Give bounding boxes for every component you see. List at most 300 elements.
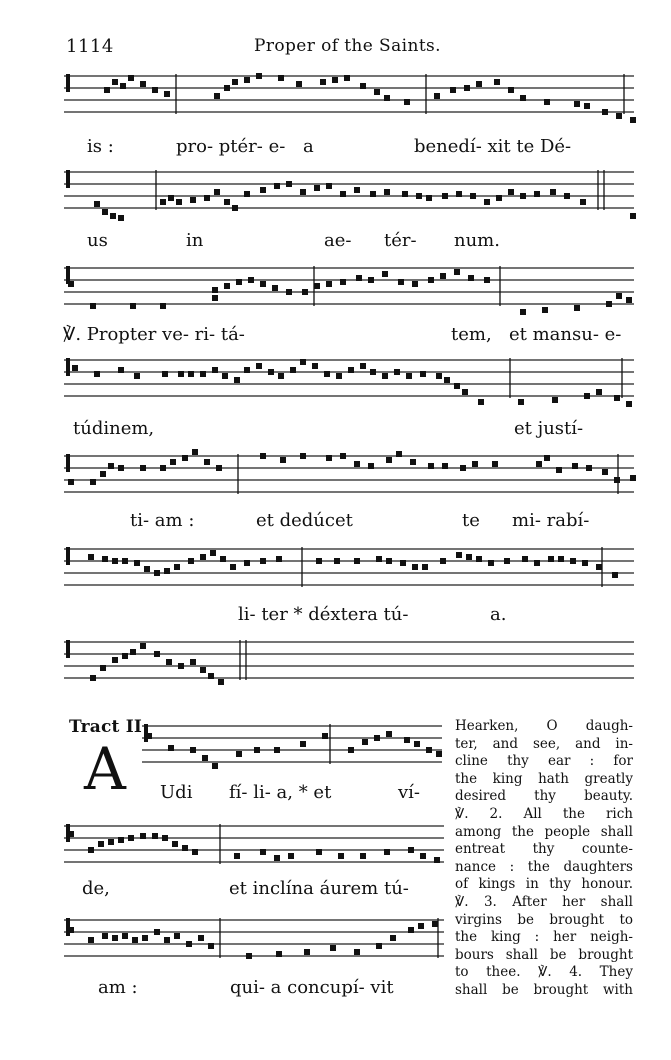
neume-note bbox=[616, 113, 622, 119]
neume-note bbox=[390, 935, 396, 941]
neume-note bbox=[612, 572, 618, 578]
neume-note bbox=[584, 103, 590, 109]
lyric-syllable: te bbox=[462, 510, 480, 531]
neume-note bbox=[614, 395, 620, 401]
neume-note bbox=[188, 371, 194, 377]
neume-note bbox=[212, 295, 218, 301]
lyric-syllable: ℣. Propter ve- ri- tá- bbox=[63, 324, 245, 345]
translation-line: of kings in thy honour. bbox=[455, 876, 633, 893]
neume-note bbox=[316, 849, 322, 855]
neume-note bbox=[234, 853, 240, 859]
lyric-syllable: fí- li- a, * et bbox=[229, 782, 332, 803]
neume-note bbox=[160, 465, 166, 471]
chant-staff-3 bbox=[64, 264, 634, 324]
neume-note bbox=[100, 665, 106, 671]
neume-note bbox=[340, 453, 346, 459]
neume-note bbox=[398, 279, 404, 285]
neume-note bbox=[520, 95, 526, 101]
neume-note bbox=[584, 393, 590, 399]
neume-note bbox=[426, 195, 432, 201]
lyric-line-4 bbox=[0, 418, 671, 444]
neume-note bbox=[140, 465, 146, 471]
translation-line: nance : the daughters bbox=[455, 858, 633, 875]
neume-note bbox=[394, 369, 400, 375]
neume-note bbox=[420, 853, 426, 859]
neume-note bbox=[302, 289, 308, 295]
neume-note bbox=[260, 453, 266, 459]
neume-note bbox=[414, 741, 420, 747]
neume-note bbox=[98, 841, 104, 847]
neume-note bbox=[360, 83, 366, 89]
lyric-syllable: túdinem, bbox=[73, 418, 155, 439]
neume-note bbox=[186, 941, 192, 947]
neume-note bbox=[356, 275, 362, 281]
neume-note bbox=[140, 81, 146, 87]
neume-note bbox=[626, 401, 632, 407]
neume-note bbox=[132, 937, 138, 943]
neume-note bbox=[370, 191, 376, 197]
neume-note bbox=[280, 457, 286, 463]
lyric-syllable: ae- bbox=[324, 230, 352, 251]
lyric-line-3 bbox=[0, 324, 671, 350]
neume-note bbox=[494, 79, 500, 85]
chant-staff-8 bbox=[142, 722, 442, 782]
chant-staff-6 bbox=[64, 545, 634, 605]
neume-note bbox=[100, 471, 106, 477]
neume-note bbox=[616, 293, 622, 299]
chant-staff-2 bbox=[64, 168, 634, 228]
neume-note bbox=[504, 558, 510, 564]
lyric-syllable: et justí- bbox=[514, 418, 584, 439]
neume-note bbox=[484, 199, 490, 205]
lyric-syllable: is : bbox=[87, 136, 114, 157]
neume-note bbox=[246, 953, 252, 959]
neume-note bbox=[160, 303, 166, 309]
neume-note bbox=[614, 477, 620, 483]
neume-note bbox=[360, 853, 366, 859]
neume-note bbox=[188, 558, 194, 564]
neume-note bbox=[420, 371, 426, 377]
translation-line: the king hath greatly bbox=[455, 770, 633, 787]
neume-note bbox=[244, 560, 250, 566]
neume-note bbox=[440, 273, 446, 279]
neume-note bbox=[304, 949, 310, 955]
neume-note bbox=[334, 558, 340, 564]
neume-note bbox=[260, 187, 266, 193]
neume-note bbox=[244, 367, 250, 373]
clef-mark bbox=[66, 358, 70, 376]
neume-note bbox=[152, 833, 158, 839]
chant-staff-10 bbox=[64, 916, 444, 976]
lyric-syllable: us bbox=[87, 230, 108, 251]
neume-note bbox=[112, 558, 118, 564]
neume-note bbox=[444, 377, 450, 383]
neume-note bbox=[570, 558, 576, 564]
neume-note bbox=[274, 747, 280, 753]
neume-note bbox=[94, 371, 100, 377]
neume-note bbox=[256, 363, 262, 369]
neume-note bbox=[408, 847, 414, 853]
lyric-line-8 bbox=[0, 878, 440, 904]
neume-note bbox=[442, 463, 448, 469]
neume-note bbox=[166, 659, 172, 665]
neume-note bbox=[112, 79, 118, 85]
neume-note bbox=[522, 556, 528, 562]
lyric-line-2 bbox=[0, 230, 671, 256]
neume-note bbox=[168, 195, 174, 201]
neume-note bbox=[214, 93, 220, 99]
neume-note bbox=[436, 373, 442, 379]
neume-note bbox=[90, 303, 96, 309]
neume-note bbox=[112, 657, 118, 663]
clef-mark bbox=[66, 74, 70, 92]
neume-note bbox=[368, 463, 374, 469]
neume-note bbox=[320, 79, 326, 85]
lyric-syllable: et mansu- e- bbox=[509, 324, 622, 345]
neume-note bbox=[300, 359, 306, 365]
neume-note bbox=[596, 564, 602, 570]
neume-note bbox=[314, 185, 320, 191]
neume-note bbox=[432, 921, 438, 927]
neume-note bbox=[200, 667, 206, 673]
neume-note bbox=[278, 373, 284, 379]
neume-note bbox=[580, 199, 586, 205]
neume-note bbox=[460, 465, 466, 471]
neume-note bbox=[118, 837, 124, 843]
tract-label: Tract II bbox=[69, 717, 143, 737]
neume-note bbox=[630, 213, 636, 219]
neume-note bbox=[104, 87, 110, 93]
lyric-syllable: ví- bbox=[398, 782, 421, 803]
lyric-syllable: mi- rabí- bbox=[512, 510, 590, 531]
neume-note bbox=[544, 455, 550, 461]
neume-note bbox=[276, 951, 282, 957]
neume-note bbox=[290, 367, 296, 373]
neume-note bbox=[118, 367, 124, 373]
neume-note bbox=[192, 449, 198, 455]
neume-note bbox=[260, 558, 266, 564]
neume-note bbox=[68, 927, 74, 933]
neume-note bbox=[90, 675, 96, 681]
neume-note bbox=[456, 552, 462, 558]
translation-line: ℣. 2. All the rich bbox=[455, 805, 633, 822]
neume-note bbox=[174, 564, 180, 570]
neume-note bbox=[220, 556, 226, 562]
lyric-syllable: Udi bbox=[160, 782, 193, 803]
neume-note bbox=[72, 365, 78, 371]
english-translation bbox=[455, 718, 633, 1000]
neume-note bbox=[234, 377, 240, 383]
neume-note bbox=[118, 215, 124, 221]
page-header bbox=[0, 36, 671, 60]
translation-line: bours shall be brought bbox=[455, 946, 633, 963]
lyric-line-6 bbox=[0, 604, 671, 630]
neume-note bbox=[154, 570, 160, 576]
neume-note bbox=[236, 279, 242, 285]
neume-note bbox=[182, 455, 188, 461]
neume-note bbox=[412, 564, 418, 570]
neume-note bbox=[230, 564, 236, 570]
neume-note bbox=[268, 369, 274, 375]
neume-note bbox=[68, 281, 74, 287]
neume-note bbox=[496, 195, 502, 201]
neume-note bbox=[300, 189, 306, 195]
neume-note bbox=[454, 383, 460, 389]
translation-line: among the people shall bbox=[455, 823, 633, 840]
neume-note bbox=[630, 117, 636, 123]
neume-note bbox=[260, 849, 266, 855]
neume-note bbox=[376, 943, 382, 949]
neume-note bbox=[210, 550, 216, 556]
neume-note bbox=[468, 275, 474, 281]
neume-note bbox=[370, 369, 376, 375]
neume-note bbox=[236, 751, 242, 757]
neume-note bbox=[606, 301, 612, 307]
neume-note bbox=[408, 927, 414, 933]
neume-note bbox=[456, 191, 462, 197]
lyric-syllable: et dedúcet bbox=[256, 510, 353, 531]
neume-note bbox=[396, 451, 402, 457]
neume-note bbox=[218, 679, 224, 685]
lyric-syllable: num. bbox=[454, 230, 500, 251]
lyric-syllable: tér- bbox=[384, 230, 417, 251]
neume-note bbox=[140, 833, 146, 839]
neume-note bbox=[134, 373, 140, 379]
lyric-syllable: et inclína áurem tú- bbox=[229, 878, 409, 899]
neume-note bbox=[348, 747, 354, 753]
neume-note bbox=[94, 201, 100, 207]
neume-note bbox=[162, 371, 168, 377]
neume-note bbox=[90, 479, 96, 485]
neume-note bbox=[582, 560, 588, 566]
neume-note bbox=[256, 73, 262, 79]
neume-note bbox=[232, 205, 238, 211]
neume-note bbox=[466, 554, 472, 560]
neume-note bbox=[402, 191, 408, 197]
lyric-line-7 bbox=[0, 782, 440, 808]
neume-note bbox=[192, 849, 198, 855]
neume-note bbox=[406, 373, 412, 379]
neume-note bbox=[68, 831, 74, 837]
neume-note bbox=[108, 839, 114, 845]
neume-note bbox=[154, 651, 160, 657]
neume-note bbox=[316, 558, 322, 564]
neume-note bbox=[190, 659, 196, 665]
neume-note bbox=[552, 397, 558, 403]
neume-note bbox=[224, 85, 230, 91]
neume-note bbox=[326, 183, 332, 189]
neume-note bbox=[102, 556, 108, 562]
neume-note bbox=[122, 653, 128, 659]
neume-note bbox=[338, 853, 344, 859]
neume-note bbox=[386, 558, 392, 564]
neume-note bbox=[470, 193, 476, 199]
lyric-syllable: qui- a concupí- vit bbox=[230, 977, 394, 998]
translation-line: ter, and see, and in- bbox=[455, 735, 633, 752]
translation-line: virgins be brought to bbox=[455, 911, 633, 928]
neume-note bbox=[450, 87, 456, 93]
neume-note bbox=[88, 937, 94, 943]
neume-note bbox=[374, 89, 380, 95]
neume-note bbox=[542, 307, 548, 313]
lyric-syllable: am : bbox=[98, 977, 138, 998]
neume-note bbox=[182, 845, 188, 851]
neume-note bbox=[224, 199, 230, 205]
neume-note bbox=[312, 363, 318, 369]
neume-note bbox=[102, 933, 108, 939]
chant-staff-4 bbox=[64, 356, 634, 416]
translation-line: shall be brought with bbox=[455, 981, 633, 998]
neume-note bbox=[354, 187, 360, 193]
neume-note bbox=[556, 467, 562, 473]
neume-note bbox=[162, 835, 168, 841]
neume-note bbox=[286, 181, 292, 187]
neume-note bbox=[164, 91, 170, 97]
neume-note bbox=[382, 271, 388, 277]
neume-note bbox=[508, 189, 514, 195]
neume-note bbox=[232, 79, 238, 85]
lyric-syllable: li- ter * déxtera tú- bbox=[238, 604, 409, 625]
lyric-line-1 bbox=[0, 136, 671, 162]
neume-note bbox=[386, 457, 392, 463]
neume-note bbox=[130, 303, 136, 309]
neume-note bbox=[326, 281, 332, 287]
translation-line: desired thy beauty. bbox=[455, 788, 633, 805]
neume-note bbox=[410, 459, 416, 465]
neume-note bbox=[204, 195, 210, 201]
neume-note bbox=[174, 933, 180, 939]
neume-note bbox=[176, 199, 182, 205]
neume-note bbox=[326, 455, 332, 461]
neume-note bbox=[544, 99, 550, 105]
neume-note bbox=[476, 556, 482, 562]
neume-note bbox=[122, 933, 128, 939]
lyric-line-5 bbox=[0, 510, 671, 536]
neume-note bbox=[272, 285, 278, 291]
chant-staff-1 bbox=[64, 72, 634, 132]
neume-note bbox=[254, 747, 260, 753]
neume-note bbox=[464, 85, 470, 91]
neume-note bbox=[214, 189, 220, 195]
neume-note bbox=[354, 949, 360, 955]
neume-note bbox=[108, 463, 114, 469]
neume-note bbox=[164, 937, 170, 943]
lyric-line-9 bbox=[0, 977, 440, 1003]
neume-note bbox=[384, 849, 390, 855]
neume-note bbox=[534, 191, 540, 197]
neume-note bbox=[112, 935, 118, 941]
neume-note bbox=[454, 269, 460, 275]
neume-note bbox=[198, 935, 204, 941]
lyric-syllable: a. bbox=[490, 604, 507, 625]
neume-note bbox=[224, 283, 230, 289]
neume-note bbox=[170, 459, 176, 465]
neume-note bbox=[434, 93, 440, 99]
clef-mark bbox=[66, 640, 70, 658]
neume-note bbox=[212, 287, 218, 293]
neume-note bbox=[404, 99, 410, 105]
chant-staff-9 bbox=[64, 822, 444, 882]
running-title: Proper of the Saints. bbox=[254, 36, 441, 56]
neume-note bbox=[102, 209, 108, 215]
neume-note bbox=[520, 309, 526, 315]
neume-note bbox=[120, 83, 126, 89]
neume-note bbox=[154, 929, 160, 935]
neume-note bbox=[412, 281, 418, 287]
clef-mark bbox=[66, 454, 70, 472]
neume-note bbox=[630, 475, 636, 481]
neume-note bbox=[354, 558, 360, 564]
neume-note bbox=[178, 663, 184, 669]
neume-note bbox=[288, 853, 294, 859]
neume-note bbox=[376, 556, 382, 562]
neume-note bbox=[602, 469, 608, 475]
neume-note bbox=[416, 193, 422, 199]
drop-cap-initial: A bbox=[84, 735, 126, 803]
lyric-syllable: ti- am : bbox=[130, 510, 195, 531]
neume-note bbox=[340, 191, 346, 197]
neume-note bbox=[386, 731, 392, 737]
neume-note bbox=[274, 183, 280, 189]
neume-note bbox=[626, 297, 632, 303]
neume-note bbox=[426, 747, 432, 753]
neume-note bbox=[296, 81, 302, 87]
neume-note bbox=[212, 367, 218, 373]
neume-note bbox=[160, 199, 166, 205]
neume-note bbox=[404, 737, 410, 743]
neume-note bbox=[354, 461, 360, 467]
neume-note bbox=[440, 558, 446, 564]
neume-note bbox=[204, 459, 210, 465]
neume-note bbox=[128, 835, 134, 841]
neume-note bbox=[332, 77, 338, 83]
neume-note bbox=[574, 101, 580, 107]
neume-note bbox=[336, 373, 342, 379]
neume-note bbox=[260, 281, 266, 287]
neume-note bbox=[436, 751, 442, 757]
neume-note bbox=[324, 371, 330, 377]
neume-note bbox=[400, 560, 406, 566]
neume-note bbox=[596, 389, 602, 395]
neume-note bbox=[88, 847, 94, 853]
neume-note bbox=[212, 763, 218, 769]
neume-note bbox=[422, 564, 428, 570]
neume-note bbox=[118, 465, 124, 471]
neume-note bbox=[200, 371, 206, 377]
neume-note bbox=[130, 649, 136, 655]
neume-note bbox=[278, 75, 284, 81]
neume-note bbox=[574, 305, 580, 311]
neume-note bbox=[286, 289, 292, 295]
neume-note bbox=[428, 463, 434, 469]
neume-note bbox=[550, 189, 556, 195]
neume-note bbox=[216, 465, 222, 471]
neume-note bbox=[382, 373, 388, 379]
neume-note bbox=[434, 857, 440, 863]
neume-note bbox=[418, 923, 424, 929]
neume-note bbox=[572, 463, 578, 469]
neume-note bbox=[564, 193, 570, 199]
neume-note bbox=[222, 373, 228, 379]
neume-note bbox=[68, 479, 74, 485]
neume-note bbox=[330, 945, 336, 951]
neume-note bbox=[190, 747, 196, 753]
neume-note bbox=[152, 87, 158, 93]
neume-note bbox=[168, 745, 174, 751]
chant-staff-5 bbox=[64, 452, 634, 512]
lyric-syllable: benedí- xit te Dé- bbox=[414, 136, 572, 157]
neume-note bbox=[244, 77, 250, 83]
